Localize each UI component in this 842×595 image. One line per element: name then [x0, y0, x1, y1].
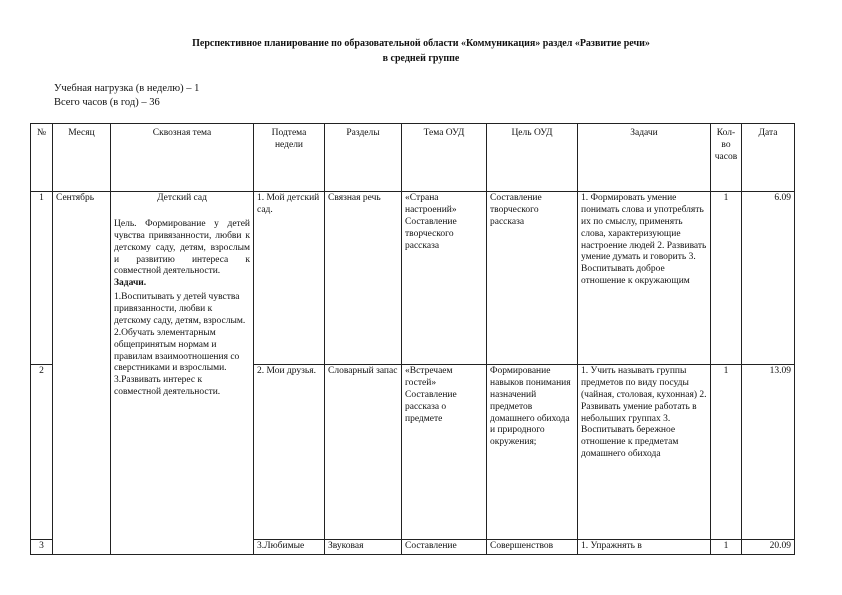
row-number: 1: [31, 192, 53, 365]
goal-cell: Составление творческого рассказа: [487, 192, 578, 365]
hours-cell: 1: [711, 365, 742, 540]
hours-cell: 1: [711, 192, 742, 365]
header-date: Дата: [742, 124, 795, 192]
header-through-theme: Сквозная тема: [111, 124, 254, 192]
row-number: 3: [31, 540, 53, 555]
date-cell: 6.09: [742, 192, 795, 365]
subtheme-cell: 2. Мои друзья.: [254, 365, 325, 540]
date-cell: 13.09: [742, 365, 795, 540]
topic-cell: «Страна настроений» Составление творческого рассказа: [402, 192, 487, 365]
topic-cell: «Встречаем гостей» Составление рассказа о предмете: [402, 365, 487, 540]
goal-cell: Формирование навыков понимания назначений предметов домашнего обихода и природного окружения;: [487, 365, 578, 540]
through-theme-goal: Цель. Формирование у детей чувства привязанности, любви к детскому саду, детям, взрослым и развитию интереса к совместной деятельности.: [114, 218, 250, 277]
table-header-row: [31, 124, 795, 192]
section-cell: Связная речь: [325, 192, 402, 365]
hours-cell: 1: [711, 540, 742, 555]
total-hours-text: Всего часов (в год) – 36: [54, 97, 160, 108]
through-theme-tasks-label: Задачи.: [114, 278, 147, 289]
header-goal: Цель ОУД: [487, 124, 578, 192]
through-theme-title: Детский сад: [157, 193, 207, 203]
tasks-cell: 1. Учить называть группы предметов по виду посуды (чайная, столовая, кухонная) 2. Развивать умение работать в небольших группах 3. Воспитывать бережное отношение к предметам домашнего обихода: [578, 365, 711, 540]
header-subtheme: Подтема недели: [254, 124, 325, 192]
month-cell: Сентябрь: [53, 192, 111, 555]
through-theme-cell: [111, 192, 254, 555]
goal-cell: Совершенствов: [487, 540, 578, 555]
tasks-cell: 1. Формировать умение понимать слова и употреблять их по смыслу, применять слова, характеризующие настроение людей 2. Развивать умение думать и говорить 3. Воспитывать доброе отношение к окружающим: [578, 192, 711, 365]
subtheme-cell: 3.Любимые: [254, 540, 325, 555]
subtheme-cell: 1. Мой детский сад.: [254, 192, 325, 365]
header-topic: Тема ОУД: [402, 124, 487, 192]
section-cell: Звуковая: [325, 540, 402, 555]
date-cell: 20.09: [742, 540, 795, 555]
study-load-text: Учебная нагрузка (в неделю) – 1: [54, 83, 200, 94]
header-number: №: [31, 124, 53, 192]
section-cell: Словарный запас: [325, 365, 402, 540]
row-number: 2: [31, 365, 53, 540]
topic-cell: Составление: [402, 540, 487, 555]
planning-table: [30, 123, 795, 555]
tasks-cell: 1. Упражнять в: [578, 540, 711, 555]
header-month: Месяц: [53, 124, 111, 192]
header-hours: Кол-во часов: [711, 124, 742, 192]
document-title: Перспективное планирование по образовательной области «Коммуникация» раздел «Развитие речи»: [192, 38, 650, 49]
document-subtitle: в средней группе: [382, 53, 460, 64]
through-theme-tasks: 1.Воспитывать у детей чувства привязанности, любви к детскому саду, детям, взрослым. 2.Обучать элементарным общепринятым нормам и правилам взаимоотношения со сверстниками и взрослыми. 3.Развивать интерес к совместной деятельности.: [114, 292, 246, 398]
header-tasks: Задачи: [578, 124, 711, 192]
table-row: [31, 192, 795, 365]
header-sections: Разделы: [325, 124, 402, 192]
